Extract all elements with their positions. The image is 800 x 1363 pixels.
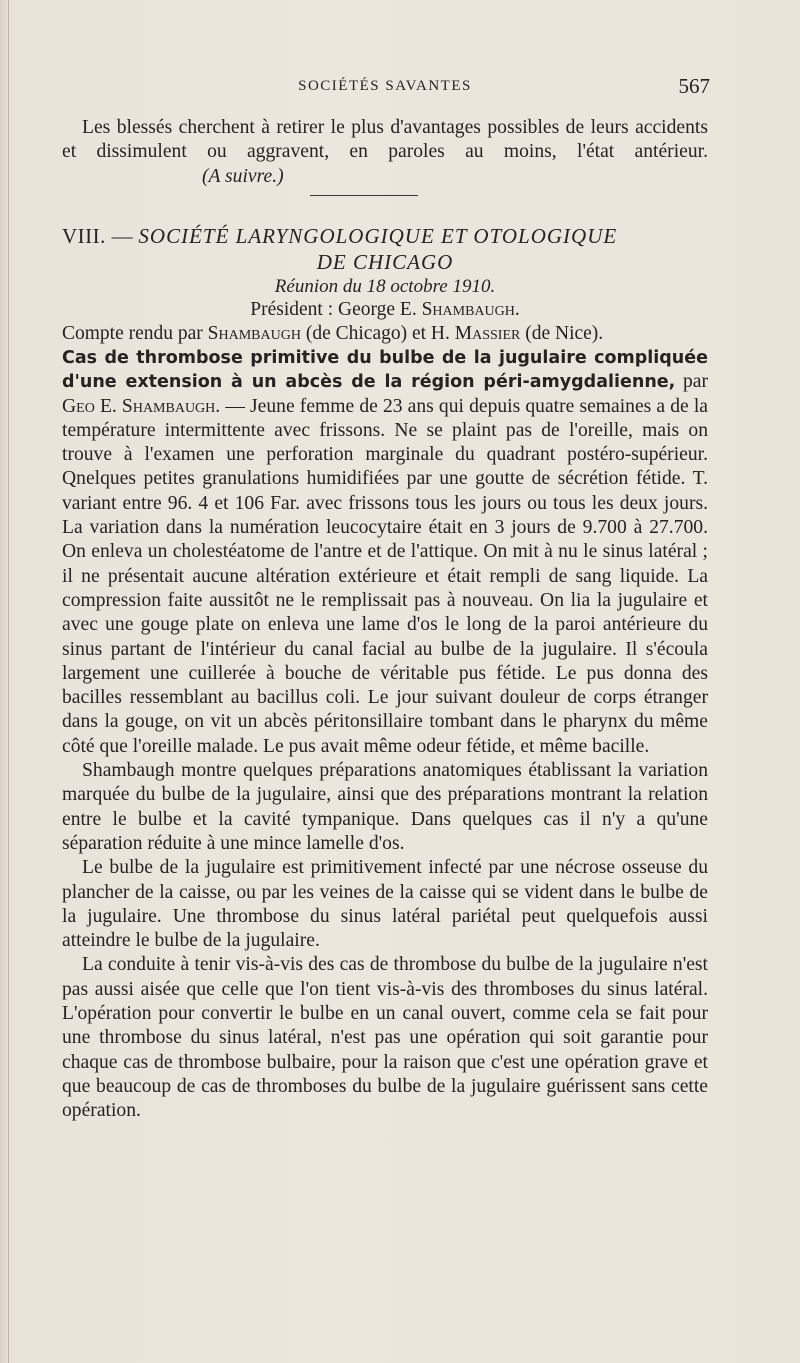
society-name-line2: DE CHICAGO xyxy=(316,250,454,274)
report-author-2: Massier xyxy=(454,323,521,344)
running-title: SOCIÉTÉS SAVANTES xyxy=(298,78,472,94)
case-paragraph xyxy=(62,346,708,759)
report-author-2-initial: H. xyxy=(430,323,450,344)
case-body: — Jeune femme de 23 ans qui depuis quatre semaines a de la température intermittente avec frissons. Ne se plaint pas de l'oreille, mais on trouve à l'examen une perforation marginale du quadrant postéro-supérieur. Qnelques petites granulations humidifiées par une goutte de sécrétion fétide. T. variant entre 96. 4 et 106 Far. avec frissons tous les jours ou tous les deux jours. La variation dans la numération leucocytaire était en 3 jours de 9.700 à 27.700. On enleva un cholestéatome de l'antre et de l'attique. On mit à nu le sinus latéral ; il ne présentait aucune altération extérieure et était rempli de sang liquide. La compression faite aussitôt ne le remplissait pas à nouveau. On lia la jugulaire et avec une gouge plate on enleva une lame d'os le long de la paroi antérieure du sinus partant de l'intérieur du canal facial au bulbe de la jugulaire. Il s'écoula largement une cuillerée à bouche de véritable pus fétide. Le pus donna des bacilles ressemblant au bacillus coli. Le jour suivant douleur de corps étranger dans la gouge, on vit un abcès péritonsillaire tombant dans le pharynx du même côté que l'oreille malade. Le pus avait même odeur fétide, et même bacille. xyxy=(62,395,708,757)
report-credit-line xyxy=(62,322,708,346)
page-spine-edge xyxy=(8,0,9,1363)
page-number: 567 xyxy=(678,74,710,98)
president-first-name: George E. xyxy=(338,299,417,320)
report-author-2-place: (de Nice). xyxy=(525,323,604,344)
body-paragraph-3: La conduite à tenir vis-à-vis des cas de thrombose du bulbe de la jugulaire n'est pas aussi aisée que celle que l'on tient vis-à-vis des thromboses du sinus latéral. L'opération pour convertir le bulbe en un canal ouvert, comme cela se fait pour une thrombose du sinus latéral, n'est pas une opération qui soit garantie pour chaque cas de thrombose bulbaire, pour la raison que c'est une opération grave et que beaucoup de cas de thromboses du bulbe de la jugulaire guérissent sans cette opération. xyxy=(62,954,708,1122)
meeting-date: Réunion du 18 octobre 1910. xyxy=(274,276,496,297)
body-paragraph-1: Shambaugh montre quelques préparations anatomiques établissant la variation marquée du bulbe de la jugulaire, ainsi que des préparations montrant la relation entre le bulbe et la cavité tympanique. Dans quelques cas il n'y a qu'une séparation réduite à une mince lamelle d'os. xyxy=(62,760,708,854)
section-heading xyxy=(62,223,708,249)
body-paragraph-2: Le bulbe de la jugulaire est primitivement infecté par une nécrose osseuse du plancher de la caisse, ou par les veines de la caisse qui se vident dans le bulbe de la jugulaire. Une thrombose du sinus latéral pariétal peut quelquefois aussi atteindre le bulbe de la jugulaire. xyxy=(62,857,708,952)
separator-rule xyxy=(310,195,418,196)
president-label: Président : xyxy=(250,299,334,320)
intro-text: Les blessés cherchent à retirer le plus d'avantages possibles de leurs accidents et dissimulent ou aggravent, en paroles au moins, l'état antérieur. xyxy=(62,117,708,163)
continuation-note: (A suivre.) xyxy=(202,165,284,187)
president-line xyxy=(62,298,708,322)
section-number: VIII. — xyxy=(62,224,134,248)
intro-paragraph xyxy=(62,116,708,189)
case-author: Geo E. Shambaugh. xyxy=(62,395,221,417)
president-last-name: Shambaugh. xyxy=(421,299,520,320)
report-author-1-place: (de Chicago) et xyxy=(305,323,427,344)
report-author-1: Shambaugh xyxy=(207,323,301,344)
running-head xyxy=(60,74,710,98)
case-title: Cas de thrombose primitive du bulbe de la jugulaire compliquée d'une extension à un abcès de la région péri-amygdalienne, xyxy=(62,348,708,393)
case-by: par xyxy=(682,371,708,393)
report-prefix: Compte rendu par xyxy=(62,323,203,344)
society-name-line1: SOCIÉTÉ LARYNGOLOGIQUE ET OTOLOGIQUE xyxy=(138,224,618,248)
main-text xyxy=(62,346,708,1124)
